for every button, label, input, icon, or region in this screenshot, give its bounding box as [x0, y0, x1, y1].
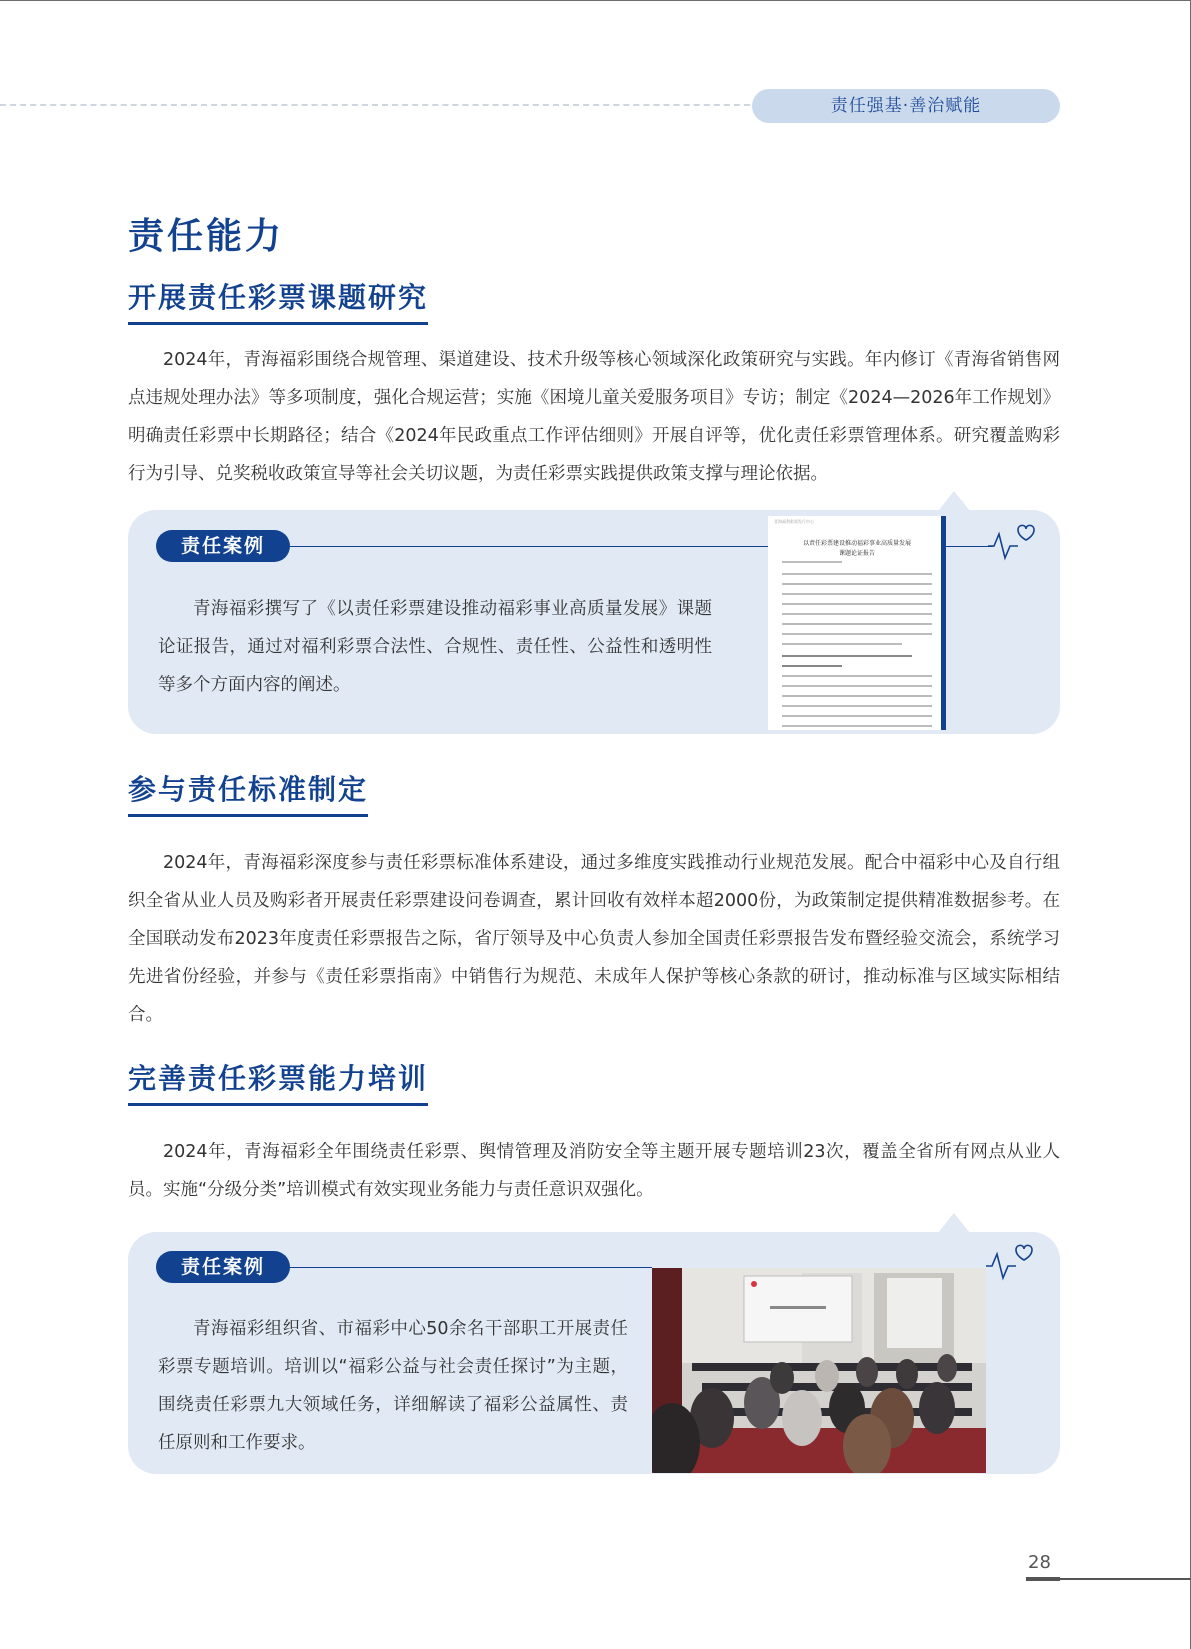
section-title-training: 完善责任彩票能力培训 — [128, 1061, 428, 1106]
section-paragraph-standards: 2024年，青海福彩深度参与责任彩票标准体系建设，通过多维度实践推动行业规范发展。配合中福彩中心及自行组织全省从业人员及购彩者开展责任彩票建设问卷调查，累计回收有效样本超2000份，为政策制定提供精准数据参考。在全国联动发布2023年度责任彩票报告之际，省厅领导及中心负责人参加全国责任彩票报告发布暨经验交流会，系统学习先进省份经验，并参与《责任彩票指南》中销售行为规范、未成年人保护等核心条款的研讨，推动标准与区域实际相结合。 — [128, 853, 1060, 1025]
report-text-line — [782, 643, 902, 645]
section-title-standards: 参与责任标准制定 — [128, 772, 368, 817]
report-thumbnail — [768, 516, 946, 730]
report-text-line — [782, 715, 932, 717]
report-text-line — [782, 695, 932, 697]
case-divider-line — [290, 1267, 652, 1268]
report-text-line — [782, 561, 842, 563]
case-badge: 责任案例 — [156, 530, 290, 562]
section-paragraph-research: 2024年，青海福彩围绕合规管理、渠道建设、技术升级等核心领域深化政策研究与实践。年内修订《青海省销售网点违规处理办法》等多项制度，强化合规运营；实施《困境儿童关爱服务项目》专访；制定《2024—2026年工作规划》明确责任彩票中长期路径；结合《2024年民政重点工作评估细则》开展自评等，优化责任彩票管理体系。研究覆盖购彩行为引导、兑奖税收政策宣导等社会关切议题，为责任彩票实践提供政策支撑与理论依据。 — [128, 350, 1060, 484]
case-text-report: 青海福彩撰写了《以责任彩票建设推动福彩事业高质量发展》课题论证报告，通过对福利彩票合法性、合规性、责任性、公益性和透明性等多个方面内容的阐述。 — [158, 599, 712, 695]
report-text-line — [782, 655, 912, 657]
case-divider-line — [946, 546, 993, 547]
report-tag: 青海福利彩票发行中心 — [774, 519, 814, 524]
case-divider-line — [290, 546, 768, 547]
training-photo-image — [652, 1268, 986, 1473]
report-subtitle: 课题论证报告 — [838, 550, 875, 557]
page-title: 责任能力 — [128, 216, 285, 257]
page-number-bar — [1026, 1577, 1060, 1581]
heart-pulse-icon — [988, 520, 1040, 562]
report-title: 以责任彩票建设推动福彩事业高质量发展 — [802, 540, 911, 547]
case-text-training: 青海福彩组织省、市福彩中心50余名干部职工开展责任彩票专题培训。培训以“福彩公益与社会责任探讨”为主题，围绕责任彩票九大领域任务，详细解读了福彩公益属性、责任原则和工作要求。 — [158, 1319, 628, 1453]
page-number: 28 — [1028, 1552, 1051, 1573]
section-title-research: 开展责任彩票课题研究 — [128, 280, 428, 325]
case-box-notch — [938, 491, 970, 511]
case-badge: 责任案例 — [156, 1251, 290, 1283]
report-text-line — [782, 583, 932, 585]
report-text-line — [782, 665, 842, 667]
report-text-line — [782, 623, 932, 625]
page-number-line — [1060, 1578, 1191, 1580]
header-dashed-line — [0, 104, 760, 106]
report-text-line — [782, 685, 932, 687]
report-text-line — [782, 705, 932, 707]
heart-pulse-icon — [986, 1240, 1038, 1282]
header-tag: 责任强基·善治赋能 — [752, 89, 1060, 123]
report-text-line — [782, 675, 932, 677]
report-text-line — [782, 613, 932, 615]
report-text-line — [782, 725, 932, 727]
section-paragraph-training: 2024年，青海福彩全年围绕责任彩票、舆情管理及消防安全等主题开展专题培训23次，覆盖全省所有网点从业人员。实施“分级分类”培训模式有效实现业务能力与责任意识双强化。 — [128, 1142, 1060, 1200]
training-photo — [652, 1268, 986, 1473]
report-text-line — [782, 573, 932, 575]
report-text-line — [782, 593, 932, 595]
report-text-line — [782, 633, 932, 635]
report-text-line — [782, 603, 932, 605]
case-box-notch — [938, 1213, 970, 1233]
